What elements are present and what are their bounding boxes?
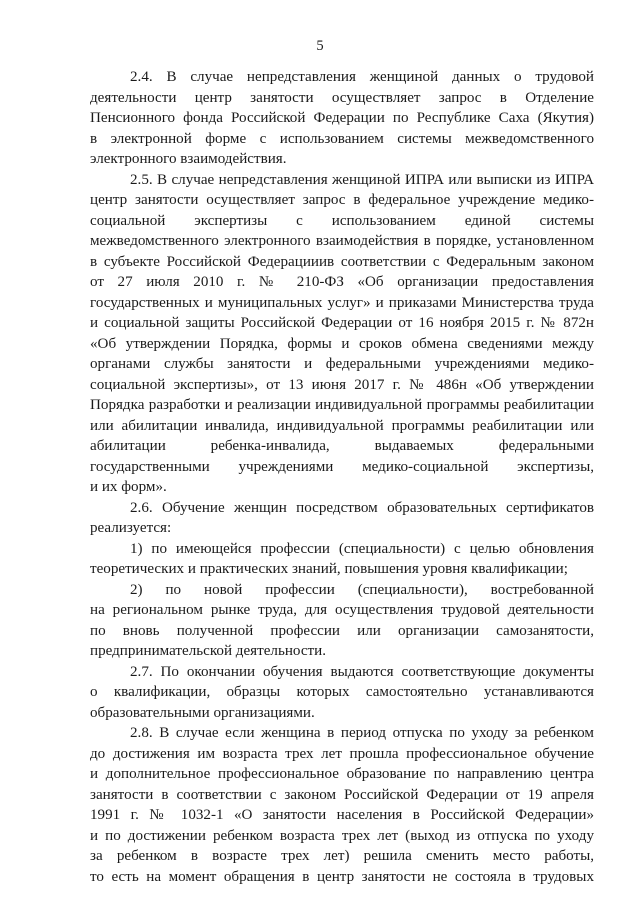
text-line: от 27 июля 2010 г. № 210-ФЗ «Об организации предоставления <box>90 274 594 290</box>
text-line: теоретических и практических знаний, повышения уровня квалификации; <box>90 561 568 577</box>
text-line: 2.5. В случае непредставления женщиной ИПРА или выписки из ИПРА <box>130 171 594 188</box>
paragraph-2-5 <box>90 170 594 498</box>
text-line: 2.6. Обучение женщин посредством образовательных сертификатов <box>130 499 594 516</box>
text-line: деятельности центр занятости осуществляет запрос в Отделение <box>90 89 594 106</box>
text-line: государственными учреждениями медико-социальной экспертизы, <box>90 458 594 475</box>
text-line: социальной экспертизы», от 13 июня 2017 г. № 486н «Об утверждении <box>90 376 594 393</box>
text-line: в субъекте Российской Федерацииив соответствии с Федеральным законом <box>90 253 594 270</box>
text-line: Порядка разработки и реализации индивидуальной программы реабилитации <box>90 397 594 413</box>
text-line: или абилитации инвалида, индивидуальной программы реабилитации или <box>90 417 594 434</box>
text-line: и социальной защиты Российской Федерации от 16 ноября 2015 г. № 872н <box>90 315 594 331</box>
document-body <box>90 67 594 887</box>
text-line: абилитации ребенка-инвалида, выдаваемых федеральными <box>90 438 594 454</box>
text-line: органами службы занятости и федеральными учреждениями медико- <box>90 356 594 372</box>
text-line: 1) по имеющейся профессии (специальности) с целью обновления <box>130 540 594 557</box>
list-item-2-6-1 <box>90 539 594 580</box>
text-line: по вновь полученной профессии или организации самозанятости, <box>90 622 594 639</box>
text-line: государственных и муниципальных услуг» и приказами Министерства труда <box>90 294 594 311</box>
text-line: и по достижении ребенком возраста трех лет (выход из отпуска по уходу <box>90 827 594 844</box>
text-line: центр занятости осуществляет запрос в федеральное учреждение медико- <box>90 192 594 208</box>
list-item-2-6-2 <box>90 580 594 662</box>
text-line: 2) по новой профессии (специальности), востребованной <box>130 581 594 598</box>
text-line: 1991 г. № 1032-1 «О занятости населения в Российской Федерации» <box>90 807 594 823</box>
text-line: 2.4. В случае непредставления женщиной данных о трудовой <box>130 69 594 85</box>
page-number: 5 <box>316 38 324 54</box>
text-line: и дополнительное профессиональное образование по направлению центра <box>90 766 594 782</box>
text-line: 2.8. В случае если женщина в период отпуска по уходу за ребенком <box>130 725 594 741</box>
text-line: электронного взаимодействия. <box>90 151 287 167</box>
text-line: образовательными организациями. <box>90 704 315 721</box>
text-line: «Об утверждении Порядка, формы и сроков обмена сведениями между <box>90 335 594 352</box>
text-line: до достижения им возраста трех лет прошла профессиональное обучение <box>90 745 594 762</box>
text-line: межведомственного электронного взаимодействия в порядке, установленном <box>90 233 594 249</box>
text-line: реализуется: <box>90 520 172 536</box>
text-line: о квалификации, образцы которых самостоятельно устанавливаются <box>90 684 594 700</box>
paragraph-2-7 <box>90 662 594 724</box>
text-line: Пенсионного фонда Российской Федерации по Республике Саха (Якутия) <box>90 110 594 126</box>
text-line: на региональном рынке труда, для осуществления трудовой деятельности <box>90 602 594 618</box>
text-line: за ребенком в возрасте трех лет) решила сменить место работы, <box>90 848 594 864</box>
text-line: предпринимательской деятельности. <box>90 643 326 659</box>
text-line: 2.7. По окончании обучения выдаются соответствующие документы <box>130 663 594 680</box>
paragraph-2-4 <box>90 67 594 170</box>
text-line: занятости в соответствии с законом Российской Федерации от 19 апреля <box>90 786 594 803</box>
text-line: в электронной форме с использованием системы межведомственного <box>90 130 594 147</box>
text-line: и их форм». <box>90 479 167 495</box>
text-line: социальной экспертизы с использованием единой системы <box>90 212 594 229</box>
paragraph-2-8 <box>90 723 594 887</box>
text-line: то есть на момент обращения в центр занятости не состояла в трудовых <box>90 868 594 885</box>
paragraph-2-6 <box>90 498 594 539</box>
